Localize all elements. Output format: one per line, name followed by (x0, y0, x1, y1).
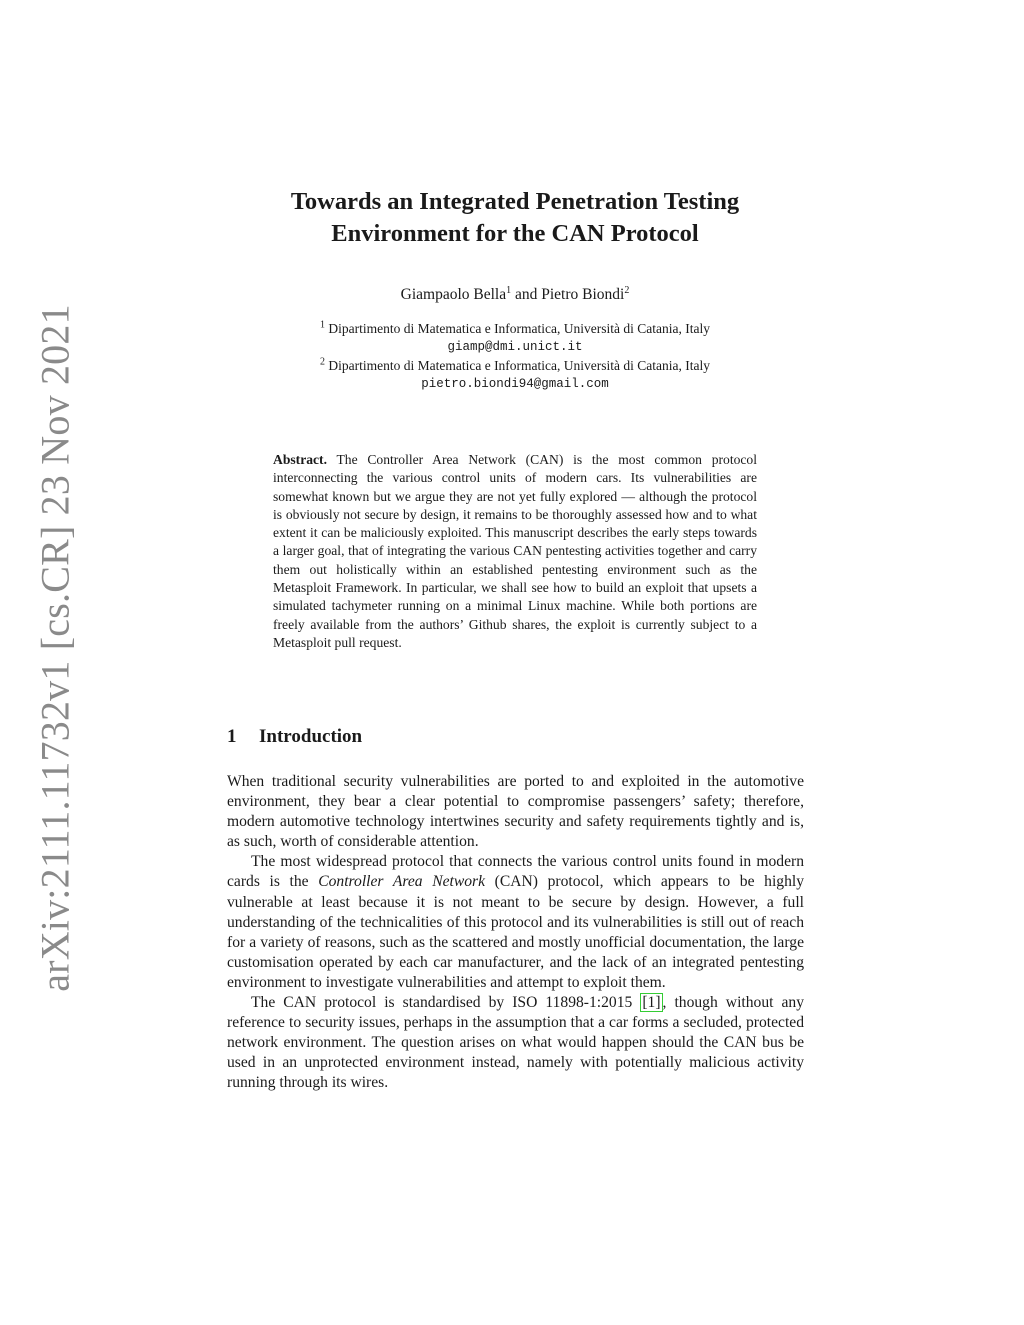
affiliation-mark: 1 (320, 319, 325, 331)
author-email[interactable]: pietro.biondi94@gmail.com (421, 377, 609, 391)
section-number: 1 (227, 726, 237, 747)
affiliation-text: Dipartimento di Matematica e Informatica, Università di Catania, Italy (328, 358, 710, 373)
emphasis-term: Controller Area Network (318, 873, 486, 891)
section-heading (227, 725, 362, 749)
paragraph-text: The CAN protocol is standardised by ISO 11898-1:2015 (251, 994, 641, 1012)
paragraph (227, 852, 804, 993)
paragraph-text: , though without any reference to security issues, perhaps in the assumption that a car forms a secluded, protected network environment. The question arises on what would happen should the CAN bus be used in an unprotected environment instead, namely with potentially malicious activity running through its wires. (227, 994, 804, 1092)
abstract-text: The Controller Area Network (CAN) is the most common protocol interconnecting the various control units of modern cars. Its vulnerabilities are somewhat known but we argue they are not yet fully explored — although the protocol is obviously not secure by design, it remains to be thoroughly assessed how and to what extent it can be maliciously exploited. This manuscript describes the early steps towards a larger goal, that of integrating the various CAN pentesting activities together and carry them out holistically within an established pentesting environment such as the Metasploit Framework. In particular, we shall see how to build an exploit that upsets a simulated tachymeter running on a minimal Linux machine. While both portions are freely available from the authors’ Github shares, the exploit is currently subject to a Metasploit pull request. (273, 452, 757, 650)
abstract-label: Abstract. (273, 452, 327, 467)
title-line-2: Environment for the CAN Protocol (331, 220, 699, 247)
paragraph-text: (CAN) protocol, which appears to be highly vulnerable at least because it is not meant to be secure by design. However, a full understanding of the technicalities of this protocol and its vulnerabilities is still out of reach for a variety of reasons, such as the scattered and mostly unofficial documentation, the large customisation operated by each car manufacturer, and the lack of an integrated pentesting environment to investigate vulnerabilities and attempt to exploit them. (227, 873, 805, 991)
affiliation-mark: 2 (624, 284, 630, 296)
paragraph-text: The most widespread protocol that connects the various control units found in modern cards is the (227, 853, 804, 891)
body-text (227, 772, 804, 1094)
author-name: Pietro Biondi (541, 286, 625, 303)
paragraph (227, 993, 804, 1093)
affiliation-text: Dipartimento di Matematica e Informatica, Università di Catania, Italy (328, 321, 710, 336)
author-name: Giampaolo Bella (400, 286, 507, 303)
affiliation-2 (200, 357, 830, 393)
paper-title (200, 186, 830, 250)
title-line-1: Towards an Integrated Penetration Testing (290, 188, 740, 215)
author-separator: and (511, 286, 542, 303)
author-email[interactable]: giamp@dmi.unict.it (447, 340, 583, 354)
arxiv-identifier: arXiv:2111.11732v1 [cs.CR] 23 Nov 2021 (32, 304, 78, 992)
paragraph: When traditional security vulnerabilities are ported to and exploited in the automotive environment, they bear a clear potential to compromise passengers’ safety; therefore, modern automotive technology intertwines security and safety requirements tightly and is, as such, worth of considerable attention. (227, 773, 804, 851)
citation-link[interactable]: [1] (642, 994, 661, 1012)
author-list (200, 285, 830, 305)
section-title: Introduction (259, 726, 363, 747)
affiliation-1 (200, 320, 830, 356)
affiliation-mark: 1 (506, 284, 512, 296)
affiliation-mark: 2 (320, 356, 325, 368)
abstract (273, 451, 757, 652)
